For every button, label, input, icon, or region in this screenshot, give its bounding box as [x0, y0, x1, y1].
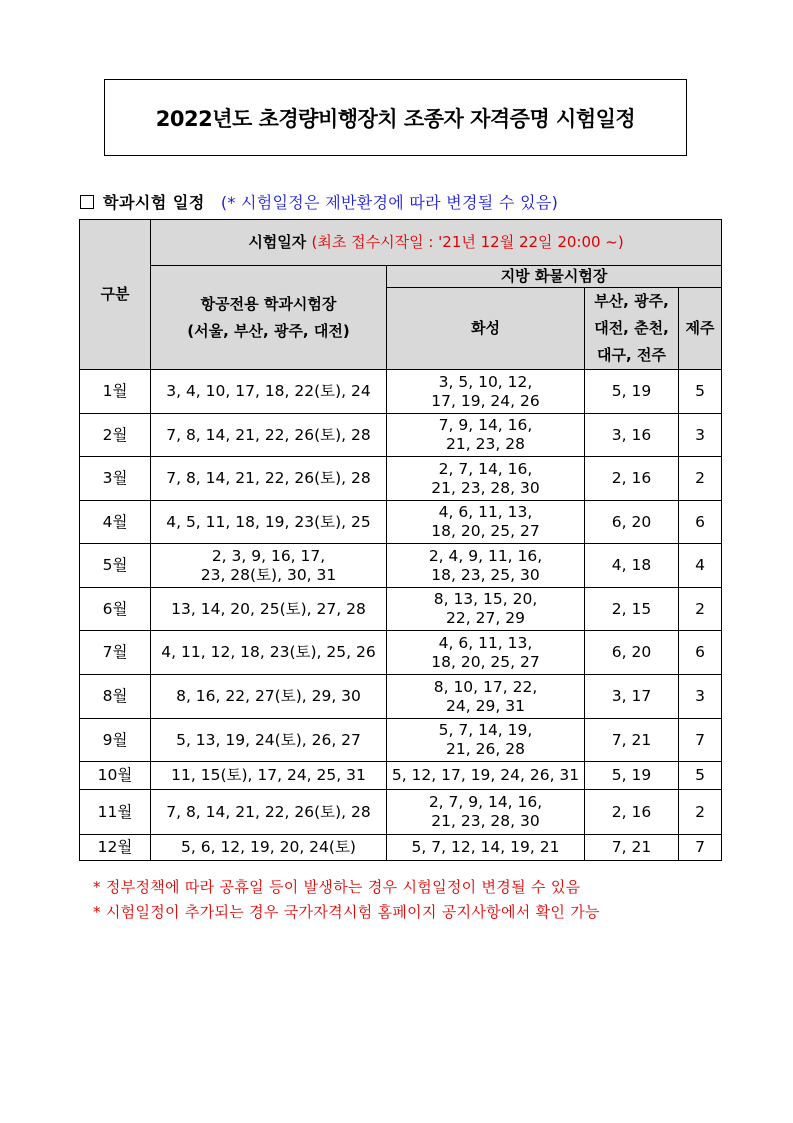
multi-city-dates-cell: 6, 20	[585, 501, 679, 544]
hwaseong-dates-cell-line: 18, 20, 25, 27	[431, 652, 540, 671]
jeju-dates-cell: 2	[679, 457, 722, 501]
jeju-dates-cell: 2	[679, 588, 722, 631]
multi-city-dates-cell: 6, 20	[585, 631, 679, 675]
hwaseong-dates-cell-line: 5, 12, 17, 19, 24, 26, 31	[391, 766, 580, 784]
jeju-dates-cell: 5	[679, 762, 722, 790]
header-multi-city	[585, 288, 679, 370]
hwaseong-dates-cell	[387, 457, 585, 501]
month-cell: 4월	[80, 501, 151, 544]
month-cell: 2월	[80, 414, 151, 457]
multi-city-dates-cell: 5, 19	[585, 762, 679, 790]
aviation-dates-cell-line: 3, 4, 10, 17, 18, 22(토), 24	[166, 382, 371, 400]
footnote: * 정부정책에 따라 공휴일 등이 발생하는 경우 시험일정이 변경될 수 있음	[93, 878, 581, 896]
month-cell: 10월	[80, 762, 151, 790]
jeju-dates-cell: 7	[679, 835, 722, 861]
hwaseong-dates-cell	[387, 370, 585, 414]
table-row	[80, 631, 722, 675]
hwaseong-dates-cell	[387, 588, 585, 631]
aviation-dates-cell-line: 5, 13, 19, 24(토), 26, 27	[176, 730, 361, 749]
month-cell: 8월	[80, 675, 151, 719]
multi-city-line: 대구, 전주	[597, 346, 666, 364]
header-hwaseong: 화성	[387, 288, 585, 370]
multi-city-dates-cell: 7, 21	[585, 719, 679, 762]
aviation-dates-cell-line: 11, 15(토), 17, 24, 25, 31	[171, 766, 366, 784]
exam-date-note: (최초 접수시작일 : '21년 12월 22일 20:00 ~)	[311, 233, 624, 251]
aviation-dates-cell	[151, 762, 387, 790]
hwaseong-dates-cell	[387, 835, 585, 861]
multi-city-dates-cell: 2, 16	[585, 457, 679, 501]
schedule-body	[80, 370, 722, 861]
multi-city-line: 부산, 광주,	[594, 292, 669, 310]
multi-city-dates-cell: 3, 16	[585, 414, 679, 457]
hwaseong-dates-cell-line: 18, 23, 25, 30	[431, 565, 540, 584]
hwaseong-dates-cell-line: 2, 4, 9, 11, 16,	[428, 546, 543, 565]
multi-city-dates-cell: 2, 15	[585, 588, 679, 631]
hwaseong-dates-cell-line: 3, 5, 10, 12,	[438, 372, 533, 391]
table-row	[80, 762, 722, 790]
aviation-dates-cell-line: 7, 8, 14, 21, 22, 26(토), 28	[166, 802, 371, 821]
jeju-dates-cell: 3	[679, 675, 722, 719]
header-regional-site: 지방 화물시험장	[387, 266, 722, 288]
aviation-dates-cell	[151, 790, 387, 835]
title-box	[104, 79, 687, 156]
hwaseong-dates-cell	[387, 719, 585, 762]
month-cell: 9월	[80, 719, 151, 762]
table-row	[80, 457, 722, 501]
header-category: 구분	[80, 220, 151, 370]
hwaseong-dates-cell-line: 7, 9, 14, 16,	[438, 416, 533, 434]
hwaseong-dates-cell	[387, 762, 585, 790]
jeju-dates-cell: 4	[679, 544, 722, 588]
multi-city-dates-cell: 5, 19	[585, 370, 679, 414]
table-row	[80, 544, 722, 588]
table-row	[80, 675, 722, 719]
aviation-dates-cell	[151, 631, 387, 675]
header-aviation-site	[151, 266, 387, 370]
aviation-dates-cell	[151, 414, 387, 457]
table-row	[80, 719, 722, 762]
month-cell: 12월	[80, 835, 151, 861]
header-jeju: 제주	[679, 288, 722, 370]
aviation-dates-cell-line: 13, 14, 20, 25(토), 27, 28	[171, 599, 366, 618]
aviation-dates-cell	[151, 370, 387, 414]
aviation-site-label: 항공전용 학과시험장	[200, 294, 337, 313]
hwaseong-dates-cell-line: 17, 19, 24, 26	[431, 391, 540, 410]
month-cell: 7월	[80, 631, 151, 675]
table-row	[80, 414, 722, 457]
hwaseong-dates-cell-line: 4, 6, 11, 13,	[438, 633, 533, 652]
aviation-dates-cell	[151, 457, 387, 501]
jeju-dates-cell: 6	[679, 631, 722, 675]
aviation-dates-cell	[151, 835, 387, 861]
aviation-site-cities: (서울, 부산, 광주, 대전)	[187, 321, 350, 340]
table-row	[80, 790, 722, 835]
jeju-dates-cell: 6	[679, 501, 722, 544]
hwaseong-dates-cell-line: 2, 7, 9, 14, 16,	[428, 793, 543, 811]
hwaseong-dates-cell	[387, 675, 585, 719]
section-label: 학과시험 일정	[103, 193, 205, 212]
multi-city-dates-cell: 7, 21	[585, 835, 679, 861]
jeju-dates-cell: 3	[679, 414, 722, 457]
header-exam-date	[151, 220, 722, 266]
aviation-dates-cell-line: 7, 8, 14, 21, 22, 26(토), 28	[166, 425, 371, 444]
hwaseong-dates-cell-line: 22, 27, 29	[446, 609, 525, 627]
hwaseong-dates-cell-line: 2, 7, 14, 16,	[438, 459, 533, 478]
section-note: (* 시험일정은 제반환경에 따라 변경될 수 있음)	[220, 193, 559, 212]
aviation-dates-cell	[151, 501, 387, 544]
aviation-dates-cell	[151, 588, 387, 631]
hwaseong-dates-cell	[387, 544, 585, 588]
hwaseong-dates-cell-line: 21, 26, 28	[446, 740, 525, 758]
table-row	[80, 588, 722, 631]
section-heading	[80, 190, 558, 213]
hwaseong-dates-cell-line: 21, 23, 28, 30	[431, 478, 540, 497]
table-row	[80, 835, 722, 861]
exam-schedule-table	[79, 219, 722, 861]
footnote: * 시험일정이 추가되는 경우 국가자격시험 홈페이지 공지사항에서 확인 가능	[93, 903, 600, 921]
hwaseong-dates-cell-line: 8, 10, 17, 22,	[433, 677, 538, 696]
multi-city-dates-cell: 4, 18	[585, 544, 679, 588]
jeju-dates-cell: 7	[679, 719, 722, 762]
hwaseong-dates-cell-line: 24, 29, 31	[446, 696, 525, 715]
hwaseong-dates-cell-line: 4, 6, 11, 13,	[438, 503, 533, 521]
aviation-dates-cell-line: 4, 5, 11, 18, 19, 23(토), 25	[166, 512, 371, 531]
month-cell: 5월	[80, 544, 151, 588]
aviation-dates-cell	[151, 675, 387, 719]
month-cell: 3월	[80, 457, 151, 501]
multi-city-dates-cell: 3, 17	[585, 675, 679, 719]
hwaseong-dates-cell	[387, 501, 585, 544]
jeju-dates-cell: 5	[679, 370, 722, 414]
hwaseong-dates-cell-line: 8, 13, 15, 20,	[433, 590, 538, 608]
jeju-dates-cell: 2	[679, 790, 722, 835]
aviation-dates-cell-line: 2, 3, 9, 16, 17,	[211, 546, 326, 565]
aviation-dates-cell-line: 7, 8, 14, 21, 22, 26(토), 28	[166, 469, 371, 487]
aviation-dates-cell	[151, 544, 387, 588]
exam-date-label: 시험일자	[248, 233, 307, 251]
checkbox-icon	[80, 195, 94, 209]
multi-city-dates-cell: 2, 16	[585, 790, 679, 835]
hwaseong-dates-cell-line: 21, 23, 28	[446, 435, 525, 453]
aviation-dates-cell-line: 4, 11, 12, 18, 23(토), 25, 26	[161, 643, 376, 661]
month-cell: 6월	[80, 588, 151, 631]
hwaseong-dates-cell	[387, 414, 585, 457]
table-row	[80, 501, 722, 544]
aviation-dates-cell-line: 5, 6, 12, 19, 20, 24(토)	[181, 838, 356, 856]
aviation-dates-cell-line: 8, 16, 22, 27(토), 29, 30	[176, 687, 361, 705]
multi-city-line: 대전, 춘천,	[594, 319, 669, 337]
month-cell: 11월	[80, 790, 151, 835]
hwaseong-dates-cell-line: 21, 23, 28, 30	[431, 812, 540, 830]
month-cell: 1월	[80, 370, 151, 414]
hwaseong-dates-cell-line: 5, 7, 12, 14, 19, 21	[411, 838, 560, 856]
table-row	[80, 370, 722, 414]
hwaseong-dates-cell-line: 18, 20, 25, 27	[431, 522, 540, 540]
document-title: 2022년도 초경량비행장치 조종자 자격증명 시험일정	[155, 106, 636, 131]
aviation-dates-cell-line: 23, 28(토), 30, 31	[200, 565, 337, 584]
aviation-dates-cell	[151, 719, 387, 762]
hwaseong-dates-cell	[387, 790, 585, 835]
hwaseong-dates-cell	[387, 631, 585, 675]
hwaseong-dates-cell-line: 5, 7, 14, 19,	[438, 721, 533, 739]
